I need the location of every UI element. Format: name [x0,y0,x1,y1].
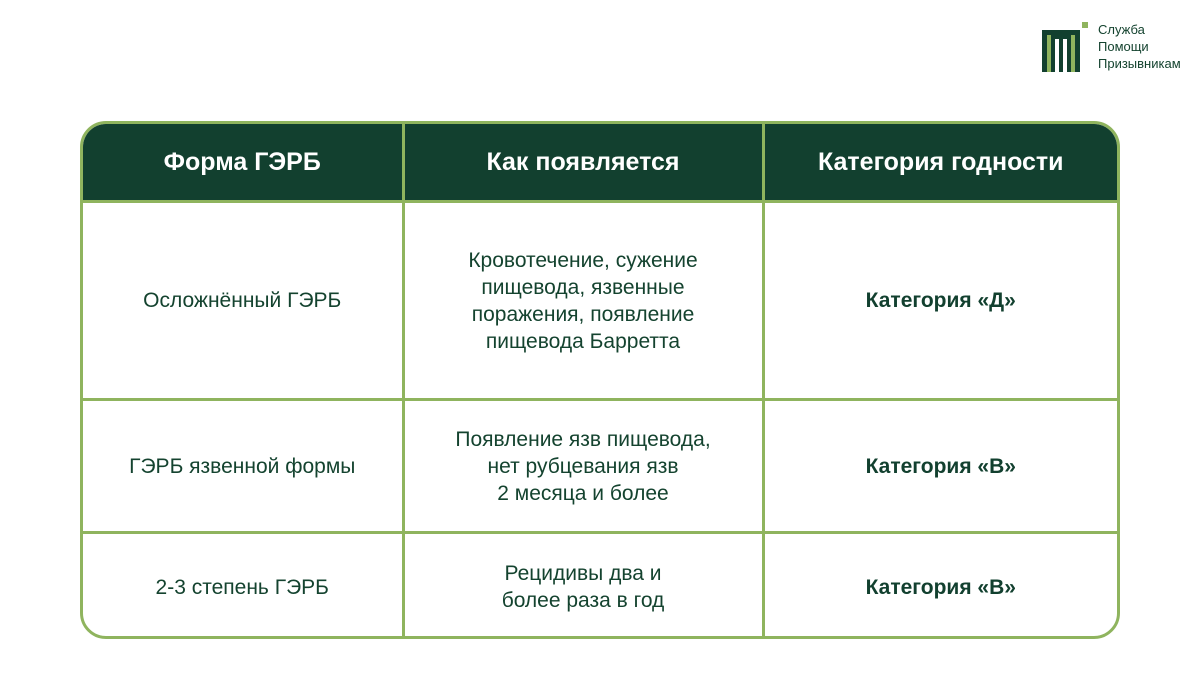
cell-how-line: Рецидивы два и [504,562,662,585]
gerd-table [83,124,1117,639]
cell-how [403,533,763,640]
cell-how-line: пищевода, язвенные [481,275,685,299]
table-row [83,533,1117,640]
cell-form: Осложнённый ГЭРБ [143,289,342,312]
header-how: Как появляется [403,124,763,202]
cell-category: Категория «Д» [763,202,1117,400]
table-header-row [83,124,1117,202]
cell-how [403,400,763,533]
cell-how-line: нет рубцевания язв [487,454,679,478]
brand-logo [1042,20,1181,72]
cell-form: ГЭРБ язвенной формы [83,400,403,533]
cell-how-line: более раза в год [501,589,665,612]
brand-line-2: Помощи [1098,39,1149,54]
cell-how-line: 2 месяца и более [497,481,669,505]
cell-category: Категория «В» [763,533,1117,640]
header-category: Категория годности [763,124,1117,202]
brand-line-3: Призывникам [1098,56,1181,71]
table-row [83,202,1117,400]
gerd-category-table [80,121,1120,639]
logo-mark-icon [1042,22,1088,72]
cell-how-line: Появление язв пищевода, [455,427,711,451]
cell-how-line: поражения, появление [471,302,695,326]
header-form: Форма ГЭРБ [83,124,403,202]
cell-how-line: Кровотечение, сужение [468,248,698,272]
cell-how [403,202,763,400]
cell-category: Категория «В» [763,400,1117,533]
brand-name [1098,21,1181,72]
cell-form: 2-3 степень ГЭРБ [83,533,403,640]
table-row [83,400,1117,533]
cell-how-line: пищевода Барретта [485,329,681,353]
brand-line-1: Служба [1098,22,1145,37]
